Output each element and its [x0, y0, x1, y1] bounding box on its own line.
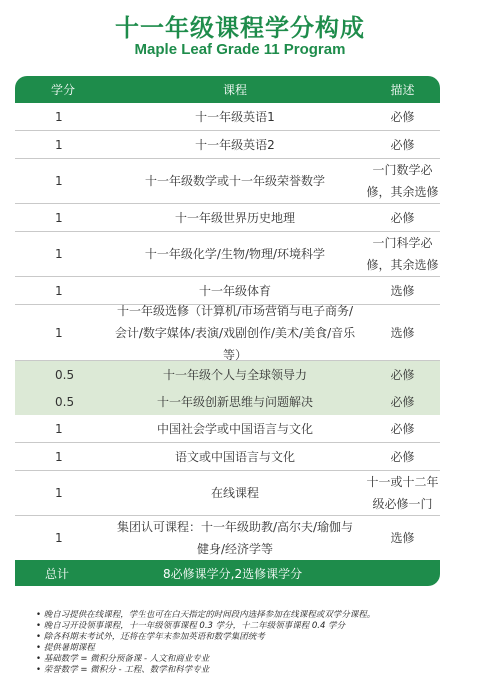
page-title: 十一年级课程学分构成 — [115, 14, 365, 42]
table-row — [15, 471, 440, 516]
footnotes — [36, 610, 466, 676]
row-description: 必修 — [390, 394, 415, 409]
footnote: • 晚自习提供在线课程，学生也可在白天指定的时间段内选择参加在线课程或双学分课程。 — [36, 610, 376, 620]
credit-table — [15, 76, 440, 586]
row-credit: 0.5 — [55, 367, 75, 382]
table-row — [15, 159, 440, 204]
footer-summary: 8必修课学分,2选修课学分 — [163, 566, 303, 581]
footnote: • 基础数学 = 微积分预备课 - 人文和商业专业 — [36, 654, 210, 664]
row-credit: 1 — [55, 283, 63, 298]
row-course: 十一年级英语2 — [195, 137, 275, 152]
table-footer — [15, 560, 440, 586]
row-description: 选修 — [390, 531, 415, 545]
row-credit: 1 — [55, 531, 63, 545]
row-course: 十一年级创新思维与问题解决 — [156, 394, 313, 409]
row-description: 选修 — [390, 283, 415, 298]
row-course: 十一年级体育 — [198, 283, 271, 298]
page-subtitle: Maple Leaf Grade 11 Program — [134, 41, 346, 58]
table-row — [15, 103, 440, 131]
row-course: 十一年级世界历史地理 — [174, 210, 295, 225]
header-course: 课程 — [222, 83, 247, 97]
row-credit: 1 — [55, 247, 63, 261]
row-description: 选修 — [390, 325, 415, 340]
footnote: • 晚自习开设领事课程，十一年级领事课程 0.3 学分，十二年级领事课程 0.4 学分 — [36, 621, 346, 631]
row-course: 集团认可课程：十一年级助教/高尔夫/瑜伽与健身/经济学等 — [116, 520, 354, 556]
row-credit: 1 — [55, 109, 63, 124]
row-description: 一门数学必修，其余选修 — [366, 163, 439, 199]
row-course: 语文或中国语言与文化 — [174, 449, 295, 464]
header-credit: 学分 — [51, 83, 76, 97]
table-row — [15, 204, 440, 232]
row-description: 一门科学必修，其余选修 — [366, 236, 439, 272]
row-course: 十一年级化学/生物/物理/环境科学 — [144, 247, 326, 261]
row-description: 必修 — [390, 367, 415, 382]
table-row — [15, 131, 440, 159]
header-description: 描述 — [390, 83, 415, 97]
footnote: • 除各科期末考试外，还将在学年末参加英语和数学集团统考 — [36, 632, 265, 642]
row-credit: 1 — [55, 210, 63, 225]
row-description: 必修 — [390, 137, 415, 152]
row-description: 必修 — [390, 109, 415, 124]
table-header — [15, 76, 440, 103]
table-row — [15, 443, 440, 471]
row-credit: 1 — [55, 421, 63, 436]
table-row — [15, 415, 440, 443]
row-credit: 1 — [55, 174, 63, 188]
row-course: 十一年级英语1 — [195, 109, 275, 124]
row-description: 必修 — [390, 421, 415, 436]
table-row — [15, 361, 440, 388]
footnote: • 提供暑期课程 — [36, 643, 95, 653]
footnote: • 荣誉数学 = 微积分 - 工程、数学和科学专业 — [36, 665, 210, 675]
row-credit: 1 — [55, 449, 63, 464]
table-row — [15, 305, 440, 361]
row-description: 必修 — [390, 449, 415, 464]
footer-total-label: 总计 — [45, 566, 70, 581]
row-course: 十一年级数学或十一年级荣誉数学 — [144, 174, 325, 188]
table-row — [15, 388, 440, 415]
table-row — [15, 516, 440, 560]
row-course: 十一年级个人与全球领导力 — [162, 367, 307, 382]
row-credit: 1 — [55, 137, 63, 152]
row-course: 中国社会学或中国语言与文化 — [156, 421, 313, 436]
row-description: 十一或十二年级必修一门 — [366, 475, 439, 511]
row-course: 十一年级选修（计算机/市场营销与电子商务/会计/数字媒体/表演/戏剧创作/美术/美食/音乐等） — [114, 303, 356, 362]
row-credit: 0.5 — [55, 394, 75, 409]
row-description: 必修 — [390, 210, 415, 225]
row-credit: 1 — [55, 486, 63, 500]
row-credit: 1 — [55, 325, 63, 340]
row-course: 在线课程 — [210, 486, 259, 500]
table-row — [15, 232, 440, 277]
